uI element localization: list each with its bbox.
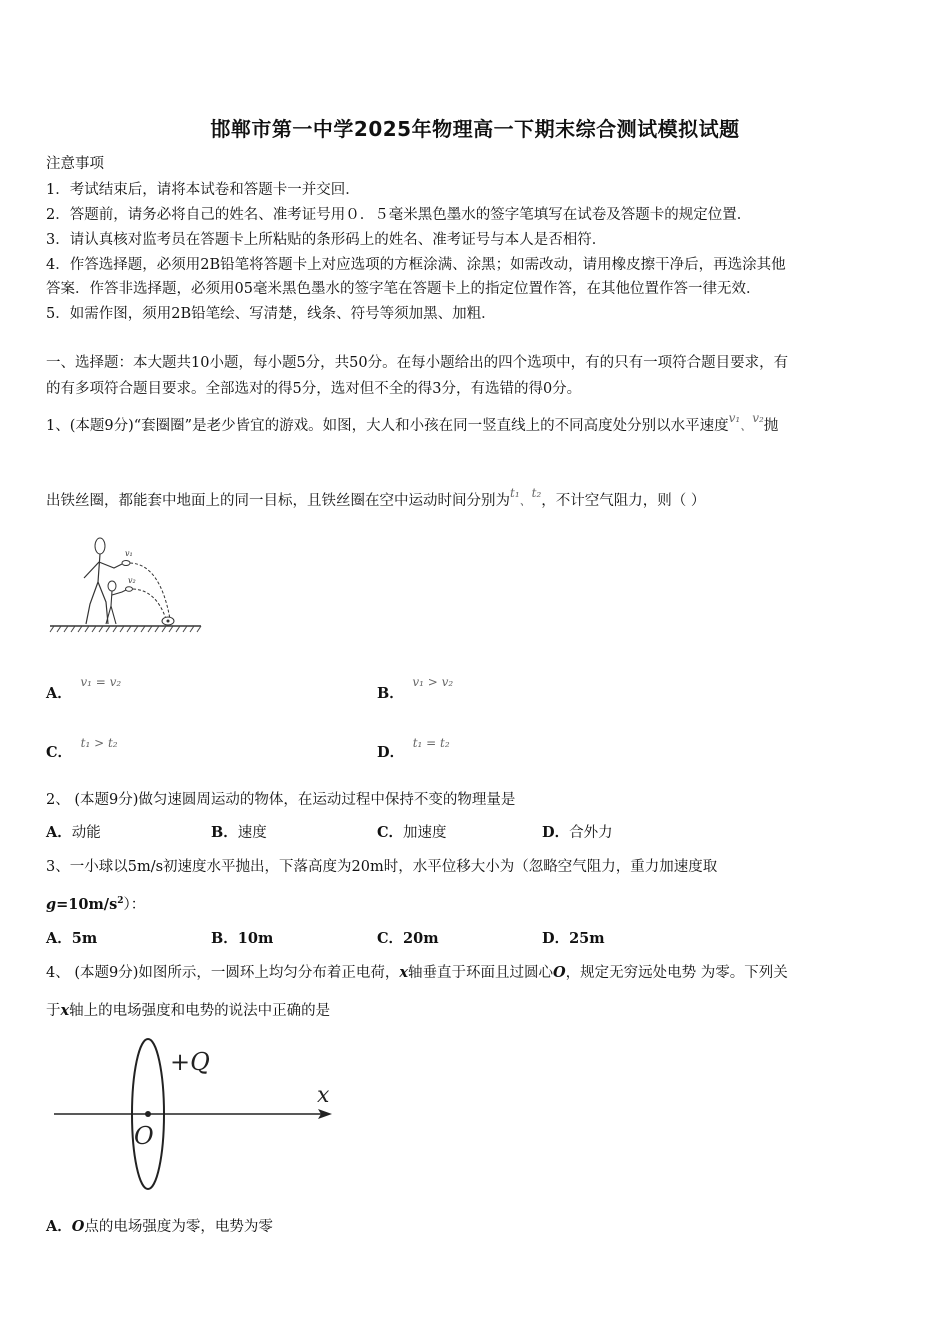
- q2-option-d[interactable]: D．合外力: [542, 824, 613, 841]
- notice-heading: 注意事项: [46, 156, 104, 172]
- notice-item: 5．如需作图，须用2B铅笔绘、写清楚，线条、符号等须加黑、加粗．: [46, 306, 496, 322]
- q3-option-c[interactable]: C．20m: [377, 930, 439, 947]
- q2-option-c[interactable]: C．加速度: [377, 824, 447, 841]
- notice-item: 4．作答选择题，必须用2B铅笔将答题卡上对应选项的方框涂满、涂黑；如需改动，请用橡皮擦干净后，再选涂其他: [46, 257, 786, 273]
- question-1-text: 出铁丝圈，都能套中地面上的同一目标，且铁丝圈在空中运动时间分别为$^{t_1}$、$^{t_2}$，不计空气阻力，则（ ）: [46, 486, 706, 509]
- q1-option-b[interactable]: B． $^{v_1 > v_2}$: [377, 675, 454, 702]
- q3-option-a[interactable]: A．5m: [46, 930, 98, 947]
- ring-toss-figure: [48, 534, 204, 634]
- charged-ring-figure: [52, 1034, 342, 1194]
- q4-option-a[interactable]: A．O点的电场强度为零，电势为零: [46, 1218, 273, 1235]
- q2-option-b[interactable]: B．速度: [211, 824, 267, 841]
- notice-item: 2．答题前，请务必将自己的姓名、准考证号用０．５毫米黑色墨水的签字笔填写在试卷及答题卡的规定位置．: [46, 207, 752, 223]
- notice-item: 1．考试结束后，请将本试卷和答题卡一并交回．: [46, 182, 360, 198]
- q2-option-a[interactable]: A．动能: [46, 824, 101, 841]
- q3-option-b[interactable]: B．10m: [211, 930, 274, 947]
- v2-symbol: v₂: [752, 411, 764, 425]
- notice-item: 3．请认真核对监考员在答题卡上所粘贴的条形码上的姓名、准考证号与本人是否相符．: [46, 232, 607, 248]
- q1-option-a[interactable]: A． $^{v_1 = v_2}$: [46, 675, 122, 702]
- fig-v2-label: v₂: [128, 576, 136, 585]
- fig-origin-label: O: [134, 1122, 154, 1150]
- question-4-text: 于x轴上的电场强度和电势的说法中正确的是: [46, 1002, 331, 1019]
- fig-v1-label: v₁: [125, 549, 133, 558]
- question-3-text: 3、一小球以5m/s初速度水平抛出，下落高度为20m时，水平位移大小为（忽略空气阻力，重力加速度取: [46, 859, 718, 875]
- fig-x-axis-label: x: [317, 1083, 330, 1108]
- question-2-text: 2、 (本题9分)做匀速圆周运动的物体，在运动过程中保持不变的物理量是: [46, 792, 516, 808]
- q3-option-d[interactable]: D．25m: [542, 930, 605, 947]
- question-1-text: 1、(本题9分)“套圈圈”是老少皆宜的游戏。如图，大人和小孩在同一竖直线上的不同高度处分别以水平速度$^{v_1}$、$^{v_2}$抛: [46, 411, 779, 434]
- q1-option-d[interactable]: D． $^{t_1 = t_2}$: [377, 736, 450, 761]
- v1-symbol: v₁: [728, 411, 741, 425]
- section-instructions: 一、选择题：本大题共10小题，每小题5分，共50分。在每小题给出的四个选项中，有的只有一项符合题目要求，有: [46, 355, 789, 371]
- section-instructions: 的有多项符合题目要求。全部选对的得5分，选对但不全的得3分，有选错的得0分。: [46, 381, 582, 397]
- notice-item: 答案．作答非选择题，必须用05毫米黑色墨水的签字笔在答题卡上的指定位置作答，在其他位置作答一律无效．: [46, 281, 761, 297]
- q1-option-c[interactable]: C． $^{t_1 > t_2}$: [46, 736, 118, 761]
- question-4-text: 4、 (本题9分)如图所示，一圆环上均匀分布着正电荷，x轴垂直于环面且过圆心O，规定无穷远处电势 为零。下列关: [46, 964, 788, 981]
- question-3-g: $g=10m/s^2$）：: [46, 896, 146, 913]
- t1-symbol: t₁: [510, 486, 520, 500]
- fig-charge-label: +Q: [170, 1048, 210, 1076]
- t2-symbol: t₂: [531, 486, 542, 500]
- page-title: 邯郸市第一中学2025年物理高一下期末综合测试模拟试题: [210, 117, 740, 141]
